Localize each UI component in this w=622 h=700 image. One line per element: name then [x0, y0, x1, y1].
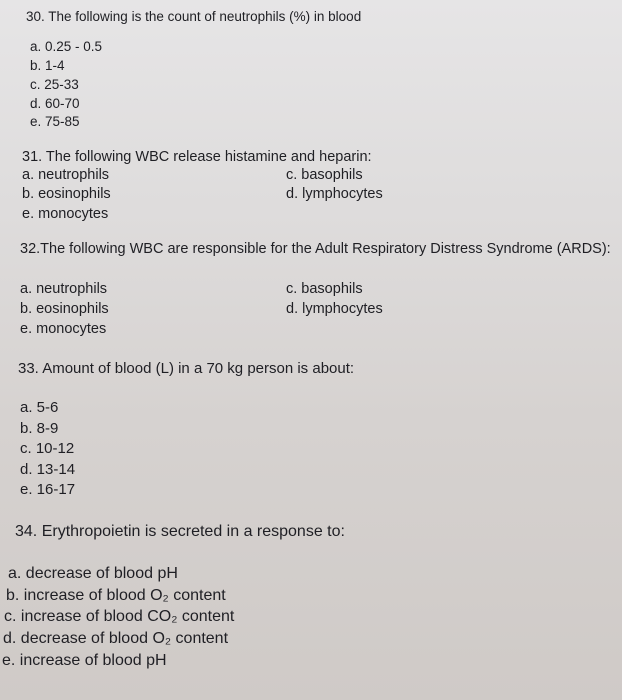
question-33-option-b: b. 8-9 — [20, 420, 59, 437]
question-31-option-a: a. neutrophils — [22, 167, 110, 183]
question-31-option-b: b. eosinophils — [22, 186, 111, 202]
question-30-stem: 30. The following is the count of neutrophils (%) in blood — [26, 9, 362, 24]
question-30-option-d: d. 60-70 — [30, 96, 80, 111]
question-30-option-b: b. 1-4 — [30, 58, 65, 73]
question-32-option-a: a. neutrophils — [20, 281, 108, 297]
question-30-option-c: c. 25-33 — [30, 77, 79, 92]
question-34-option-c: c. increase of blood CO₂ content — [4, 608, 235, 625]
question-32-option-c: c. basophils — [286, 281, 363, 297]
question-33-option-e: e. 16-17 — [20, 481, 76, 498]
question-34-option-d: d. decrease of blood O₂ content — [3, 630, 229, 647]
question-32-option-d: d. lymphocytes — [286, 301, 383, 317]
question-32-stem: 32.The following WBC are responsible for the Adult Respiratory Distress Syndrome (ARDS): — [20, 241, 611, 257]
question-30-option-e: e. 75-85 — [30, 114, 80, 129]
question-33-option-d: d. 13-14 — [20, 461, 76, 478]
question-34-option-b: b. increase of blood O₂ content — [6, 587, 226, 604]
question-31-stem: 31. The following WBC release histamine and heparin: — [22, 149, 372, 165]
question-32-option-e: e. monocytes — [20, 321, 107, 337]
question-34-option-a: a. decrease of blood pH — [8, 565, 178, 582]
question-34-option-e: e. increase of blood pH — [2, 652, 167, 669]
question-34-stem: 34. Erythropoietin is secreted in a response to: — [15, 523, 345, 540]
question-32-option-b: b. eosinophils — [20, 301, 109, 317]
question-31-option-e: e. monocytes — [22, 206, 109, 222]
question-31-option-c: c. basophils — [286, 167, 363, 183]
question-33-stem: 33. Amount of blood (L) in a 70 kg person is about: — [18, 360, 355, 377]
question-31-option-d: d. lymphocytes — [286, 186, 383, 202]
question-33-option-a: a. 5-6 — [20, 399, 59, 416]
question-30-option-a: a. 0.25 - 0.5 — [30, 39, 103, 54]
question-33-option-c: c. 10-12 — [20, 440, 75, 457]
